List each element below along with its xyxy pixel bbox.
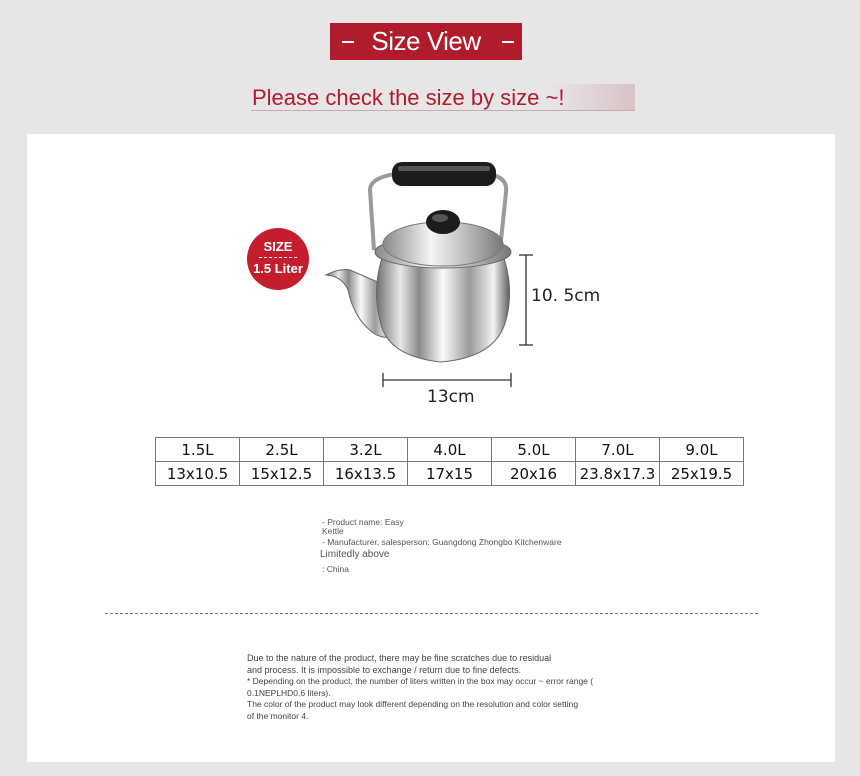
- note-line: The color of the product may look different depending on the resolution and color setting: [247, 699, 579, 709]
- width-dimension-label: 13cm: [427, 387, 475, 407]
- table-cell: 3.2L: [324, 438, 408, 462]
- table-cell: 20x16: [492, 462, 576, 486]
- table-cell: 23.8x17.3: [576, 462, 660, 486]
- table-cell: 9.0L: [660, 438, 744, 462]
- table-row: [156, 438, 744, 462]
- table-cell: 5.0L: [492, 438, 576, 462]
- page-title: Size View: [371, 26, 481, 56]
- table-cell: 2.5L: [240, 438, 324, 462]
- notes: [247, 653, 647, 722]
- table-cell: 1.5L: [156, 438, 240, 462]
- note-line: Due to the nature of the product, there may be fine scratches due to residual: [247, 653, 552, 663]
- table-cell: 15x12.5: [240, 462, 324, 486]
- size-badge-title: SIZE: [263, 239, 293, 254]
- product-info-line: Kettle: [322, 526, 344, 536]
- product-info-line: Limitedly above: [320, 549, 390, 560]
- size-badge: [247, 228, 309, 290]
- table-cell: 16x13.5: [324, 462, 408, 486]
- height-dimension-label: 10. 5cm: [531, 286, 601, 306]
- product-info-line: - Product name: Easy: [322, 517, 404, 527]
- size-table: [155, 437, 744, 486]
- dashed-divider: [105, 613, 758, 614]
- product-info-line: - Manufacturer, salesperson: Guangdong Zhongbo Kitchenware: [322, 537, 562, 547]
- note-line: * Depending on the product, the number of liters written in the box may occur ~ error range (: [247, 676, 594, 686]
- note-line: and process. It is impossible to exchange / return due to fine defects.: [247, 664, 522, 675]
- size-badge-divider: [259, 257, 297, 258]
- title-banner: [330, 23, 522, 60]
- dimension-lines: [380, 250, 540, 395]
- table-row: [156, 462, 744, 486]
- product-info-line: : China: [322, 564, 349, 574]
- table-cell: 17x15: [408, 462, 492, 486]
- note-line: 0.1NEPLHD0.6 liters).: [247, 687, 331, 698]
- product-info: [322, 516, 562, 575]
- table-cell: 13x10.5: [156, 462, 240, 486]
- page-subtitle: Please check the size by size ~!: [251, 84, 635, 111]
- table-cell: 4.0L: [408, 438, 492, 462]
- note-line: of the monitor 4.: [247, 710, 309, 721]
- banner-dash-right: [502, 41, 514, 43]
- size-badge-value: 1.5 Liter: [253, 261, 303, 276]
- table-cell: 7.0L: [576, 438, 660, 462]
- table-cell: 25x19.5: [660, 462, 744, 486]
- banner-dash-left: [342, 41, 354, 43]
